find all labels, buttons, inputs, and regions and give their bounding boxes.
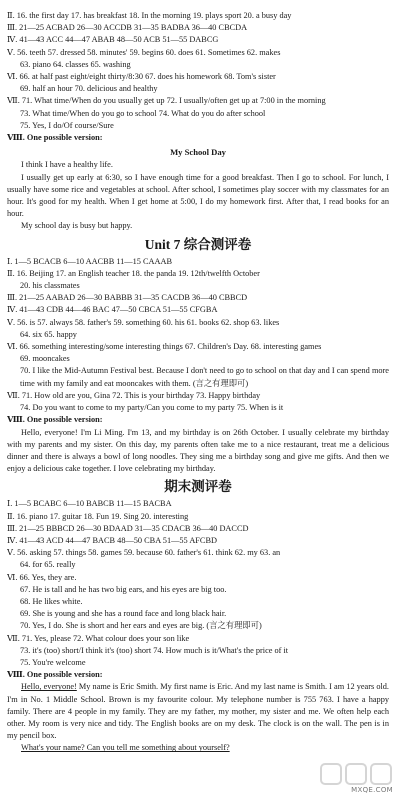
answer-line: 67. He is tall and he has two big ears, and his eyes are big too. — [20, 584, 227, 594]
answer-line: Ⅲ. 21—25 ACBAD 26—30 ACCDB 31—35 BADBA 36—40 CBCDA — [7, 23, 248, 33]
answer-line: 20. his classmates — [20, 281, 80, 291]
section-heading: Ⅷ. One possible version: — [7, 670, 103, 680]
answer-line: 74. Do you want to come to my party/Can you come to my party 75. When is it — [20, 403, 284, 413]
essay-paragraph: I think I have a healthy life. — [21, 160, 113, 170]
essay-closing: What's your name? Can you tell me something about yourself? — [21, 743, 230, 753]
watermark-text: MXQE.COM — [351, 785, 393, 794]
essay-paragraph: My school day is busy but happy. — [21, 221, 133, 231]
unit7-section — [7, 256, 389, 476]
answer-line: Ⅵ. 66. at half past eight/eight thirty/8:30 67. does his homework 68. Tom's sister — [7, 72, 276, 82]
answer-line: 75. Yes, I do/Of course/Sure — [20, 120, 114, 130]
answer-line: Ⅶ. 71. What time/When do you usually get up 72. I usually/often get up at 7:00 in the morning — [7, 96, 326, 106]
unit7-title-en: Unit 7 — [144, 236, 181, 252]
top-section — [7, 10, 389, 233]
section-heading: Ⅷ. One possible version: — [7, 415, 103, 425]
essay-paragraph — [7, 681, 389, 742]
final-section — [7, 498, 389, 754]
answer-line: Ⅴ. 56. teeth 57. dressed 58. minutes' 59. begins 60. does 61. Sometimes 62. makes — [7, 47, 281, 57]
final-title-cn: 期末测评卷 — [164, 479, 232, 496]
answer-line: 73. What time/When do you go to school 74. What do you do after school — [20, 108, 266, 118]
answer-line: Ⅱ. 16. Beijing 17. an English teacher 18. the panda 19. 12th/twelfth October — [7, 268, 260, 278]
essay-paragraph — [7, 742, 389, 754]
answer-line: 68. He likes white. — [20, 596, 83, 606]
essay-opening: Hello, everyone! — [21, 682, 77, 692]
answer-line: Ⅵ. 66. something interesting/some interesting things 67. Children's Day. 68. interesting games — [7, 342, 322, 352]
answer-line: 70. Yes, I do. She is short and her ears and eyes are big. (言之有理即可) — [20, 621, 262, 631]
answer-line: Ⅰ. 1—5 BCACB 6—10 AACBB 11—15 CAAAB — [7, 256, 173, 266]
unit7-title — [7, 236, 389, 254]
answer-line: 64. six 65. happy — [20, 329, 77, 339]
answer-line: 75. You're welcome — [20, 657, 86, 667]
answer-line: Ⅵ. 66. Yes, they are. — [7, 572, 77, 582]
essay-paragraph: Hello, everyone! I'm Li Ming. I'm 13, and my birthday is on 26th October. I usually celebrate my birthday with my parents and my sister. On this day, my parents often take me to a nice restaurant, treat me a delicious dinner and there is always a bowl of long noodles. They sing me a birthday song and give me gifts. And then we enjoy a delicious cake together. I love celebrating my birthday. — [7, 427, 389, 474]
answer-line: Ⅶ. 71. How old are you, Gina 72. This is your birthday 73. Happy birthday — [7, 390, 261, 400]
answer-line: Ⅱ. 16. the first day 17. has breakfast 18. In the morning 19. plays sport 20. a busy day — [7, 11, 292, 20]
answer-line: 64. for 65. really — [20, 560, 76, 570]
essay-body: My name is Eric Smith. My first name is Eric. And my last name is Smith. I am 12 years old. I'm in No. 1 Middle School. Brown is my favourite colour. My telephone number is 755 763. I have a happy family. There are 4 people in my family. They are my father, my mother, my sister and me. We often help each other. My room is very nice and tidy. The English books are on my desk. The clock is on the wall. The pen is in my pencil box. — [7, 682, 390, 741]
section-heading: Ⅷ. One possible version: — [7, 133, 103, 143]
answer-line: 63. piano 64. classes 65. washing — [20, 59, 131, 69]
answer-line: Ⅳ. 41—43 ACD 44—47 BACB 48—50 CBA 51—55 AFCBD — [7, 535, 217, 545]
essay-title: My School Day — [170, 147, 226, 158]
answer-line: 73. it's (too) short/I think it's (too) short 74. How much is it/What's the price of it — [20, 645, 289, 655]
answer-line: 70. I like the Mid-Autumn Festival best. Because I don't need to go to school on that day and I can spend more time with my family and eat mooncakes with them. (言之有理即可) — [20, 366, 389, 388]
answer-line: Ⅲ. 21—25 AABAD 26—30 BABBB 31—35 CACDB 36—40 CBBCD — [7, 293, 248, 303]
final-title — [7, 478, 389, 496]
answer-line: Ⅳ. 41—43 ACC 44—47 ABAB 48—50 ACB 51—55 DABCG — [7, 35, 219, 45]
answer-line: Ⅲ. 21—25 BBBCD 26—30 BDAAD 31—35 CDACB 36—40 DACCD — [7, 523, 249, 533]
answer-line: Ⅱ. 16. piano 17. guitar 18. Fun 19. Sing 20. interesting — [7, 511, 189, 521]
answer-line: Ⅶ. 71. Yes, please 72. What colour does your son like — [7, 633, 190, 643]
unit7-title-cn: 综合测评卷 — [183, 236, 252, 253]
answer-line: 69. She is young and she has a round face and long black hair. — [20, 609, 227, 619]
answer-line: 69. mooncakes — [20, 354, 70, 364]
essay-paragraph: I usually get up early at 6:30, so I have enough time for a good breakfast. Then I go to school. For lunch, I usually have some rice and vegetables at school. After school, I sometimes play soccer with my classmates for an hour. It's good for my health. When I get home at 5:00, I do my homework first. After that, I read books for an hour. — [7, 172, 389, 219]
answer-line: Ⅴ. 56. is 57. always 58. father's 59. something 60. his 61. books 62. shop 63. likes — [7, 317, 280, 327]
answer-line: Ⅴ. 56. asking 57. things 58. games 59. because 60. father's 61. think 62. my 63. an — [7, 548, 281, 558]
answer-line: 69. half an hour 70. delicious and healthy — [20, 84, 158, 94]
answer-line: Ⅰ. 1—5 BCABC 6—10 BABCB 11—15 BACBA — [7, 499, 172, 509]
answer-line: Ⅳ. 41—43 CDB 44—46 BAC 47—50 CBCA 51—55 CFGBA — [7, 305, 218, 315]
